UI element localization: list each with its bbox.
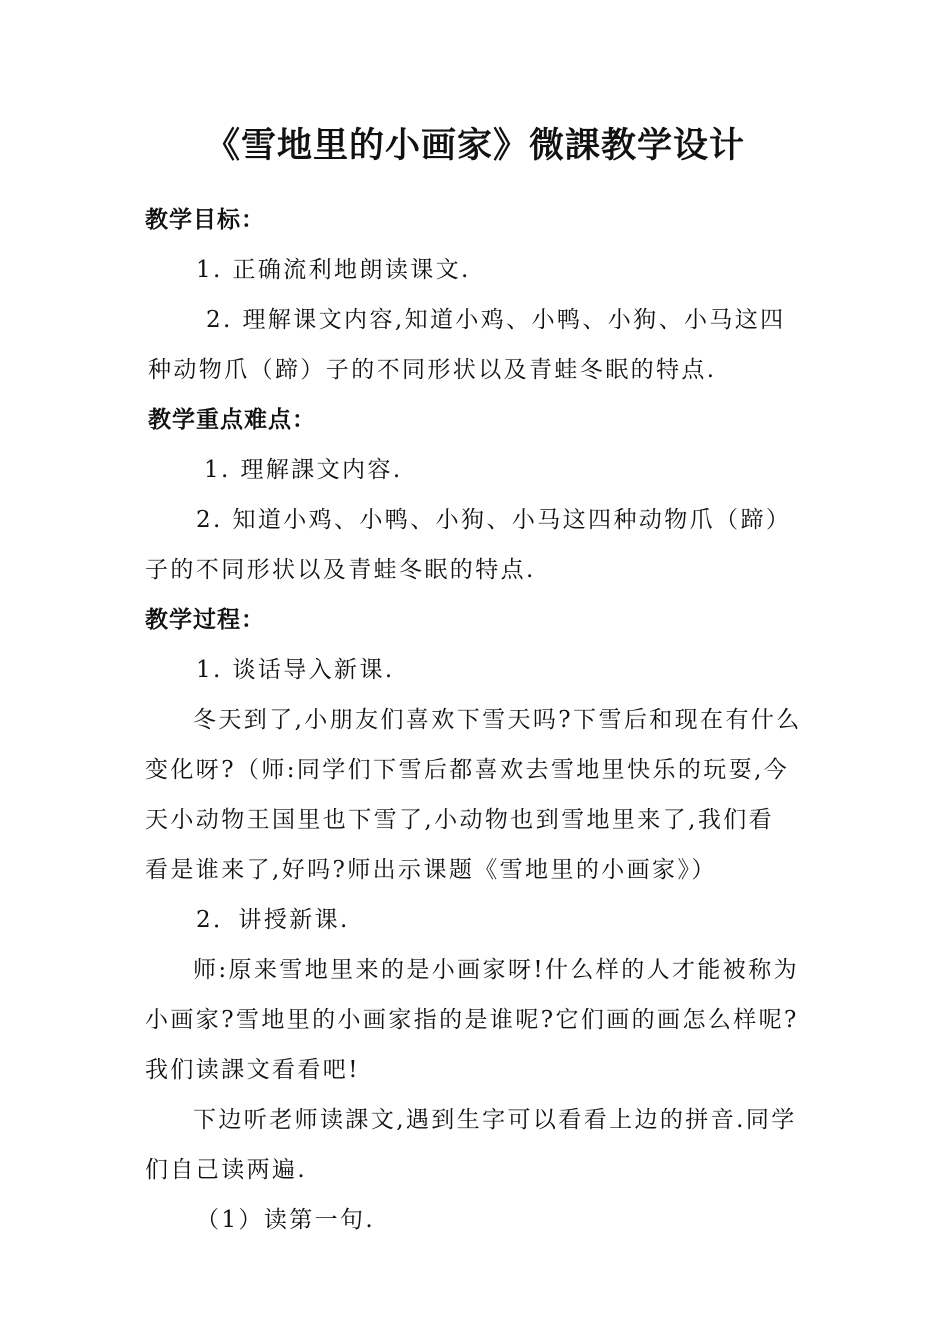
process-paragraph-3-line-1: 下边听老师读課文,遇到生字可以看看上边的拼音.同学 (193, 1107, 797, 1133)
process-paragraph-3-line-2: 们自己读两遍. (145, 1157, 308, 1183)
document-title: 《雪地里的小画家》微課教学设计 (204, 126, 745, 166)
process-sub-item-1: （1）读第一句. (196, 1207, 376, 1233)
process-paragraph-2-line-2: 小画家?雪地里的小画家指的是谁呢?它们画的画怎么样呢? (145, 1007, 799, 1033)
process-paragraph-1-line-3: 天小动物王国里也下雪了,小动物也到雪地里来了,我们看 (145, 807, 775, 833)
section-heading-goals: 教学目标： (145, 207, 265, 233)
process-paragraph-1-line-4: 看是谁来了,好吗?师出示课题《雪地里的小画家》） (145, 857, 717, 883)
key-point-item-1: 1. 理解課文内容. (204, 457, 403, 483)
process-paragraph-1-line-1: 冬天到了,小朋友们喜欢下雪天吗?下雪后和现在有什么 (193, 707, 802, 733)
goal-item-2-line-2: 种动物爪（蹄）子的不同形状以及青蛙冬眠的特点. (148, 357, 717, 383)
section-heading-key-points: 教学重点难点： (148, 407, 316, 433)
section-heading-process: 教学过程： (145, 607, 265, 633)
process-paragraph-2-line-1: 师:原来雪地里来的是小画家呀!什么样的人才能被称为 (193, 957, 799, 983)
process-paragraph-1-line-2: 变化呀?（师:同学们下雪后都喜欢去雪地里快乐的玩耍,今 (145, 757, 790, 783)
process-paragraph-2-line-3: 我们读課文看看吧! (145, 1057, 360, 1083)
key-point-item-2-line-1: 2. 知道小鸡、小鸭、小狗、小马这四种动物爪（蹄） (196, 507, 792, 533)
key-point-item-2-line-2: 子的不同形状以及青蛙冬眠的特点. (145, 557, 536, 583)
process-step-2: 2．讲授新课. (196, 907, 350, 933)
goal-item-2-line-1: 2. 理解课文内容,知道小鸡、小鸭、小狗、小马这四 (206, 307, 786, 333)
goal-item-1: 1. 正确流利地朗读课文. (196, 257, 471, 283)
process-step-1: 1. 谈话导入新课. (196, 657, 395, 683)
